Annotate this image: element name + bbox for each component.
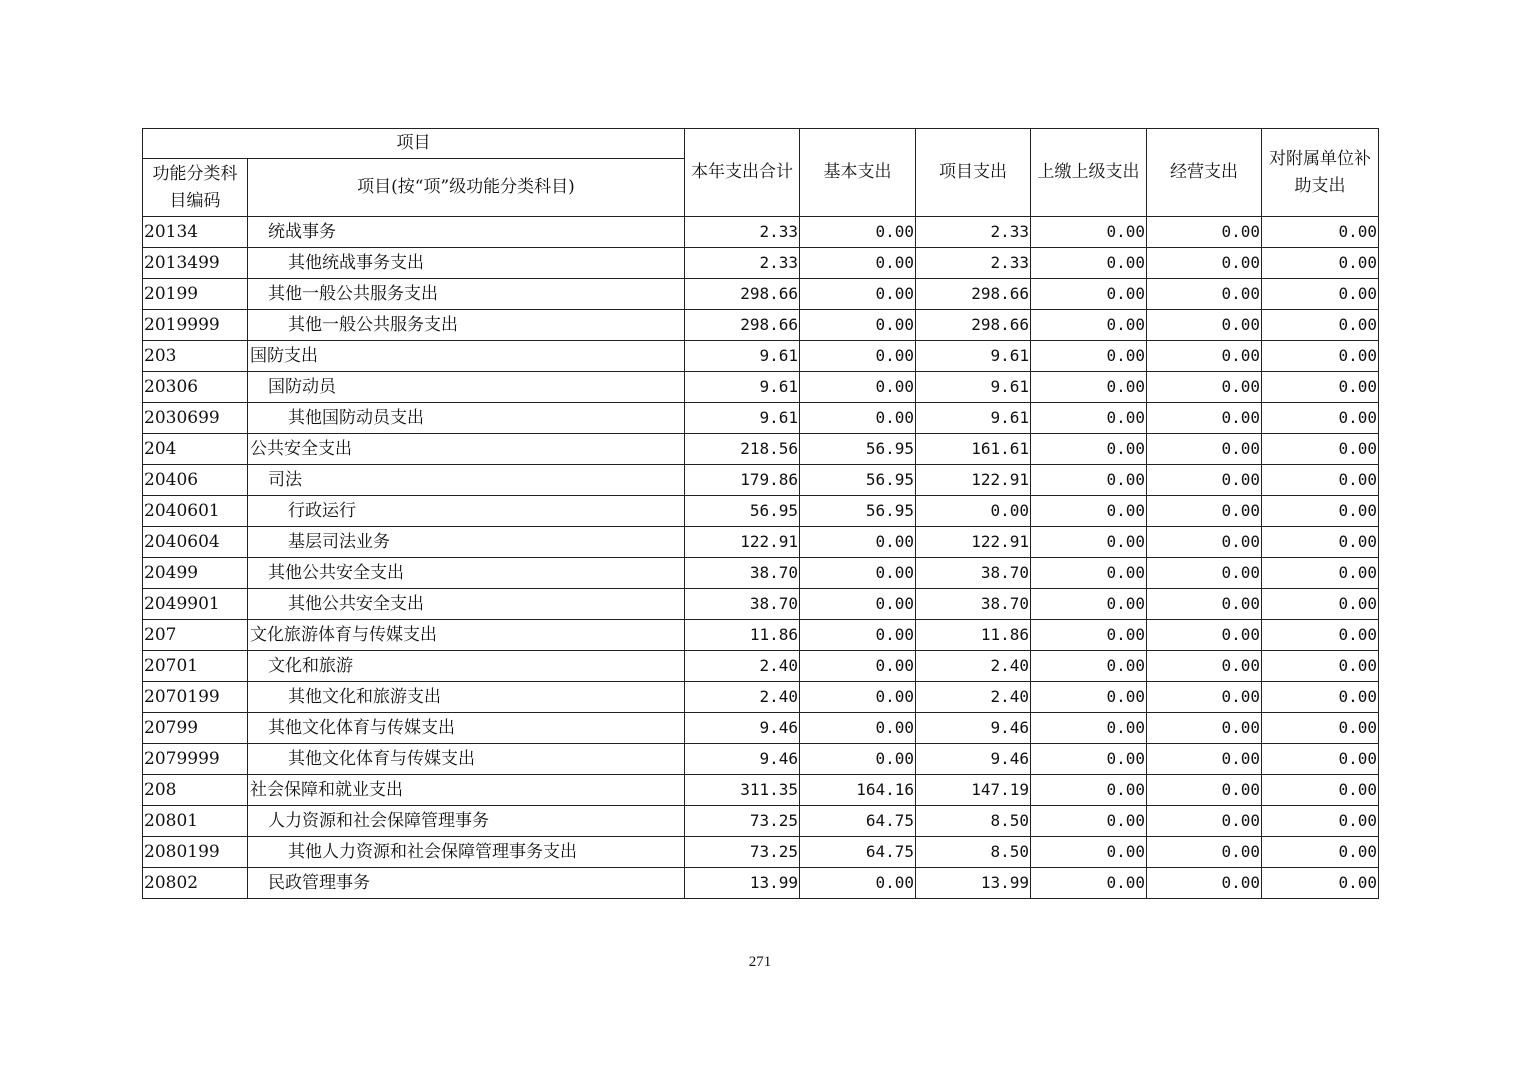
table-row: [143, 217, 1379, 248]
cell-basic: 0.00: [800, 682, 916, 713]
cell-name: 其他一般公共服务支出: [248, 279, 685, 310]
cell-code: 20134: [143, 217, 248, 248]
cell-total: 122.91: [685, 527, 800, 558]
cell-code: 2013499: [143, 248, 248, 279]
cell-code: 20199: [143, 279, 248, 310]
cell-subsidy: 0.00: [1262, 713, 1379, 744]
cell-total: 9.46: [685, 713, 800, 744]
cell-project: 9.61: [916, 403, 1031, 434]
cell-business: 0.00: [1147, 744, 1262, 775]
cell-business: 0.00: [1147, 682, 1262, 713]
cell-basic: 56.95: [800, 434, 916, 465]
cell-upper: 0.00: [1031, 837, 1147, 868]
cell-basic: 164.16: [800, 775, 916, 806]
cell-total: 9.46: [685, 744, 800, 775]
cell-code: 20406: [143, 465, 248, 496]
cell-subsidy: 0.00: [1262, 434, 1379, 465]
cell-business: 0.00: [1147, 527, 1262, 558]
cell-basic: 0.00: [800, 248, 916, 279]
cell-business: 0.00: [1147, 496, 1262, 527]
cell-subsidy: 0.00: [1262, 775, 1379, 806]
cell-basic: 0.00: [800, 651, 916, 682]
cell-upper: 0.00: [1031, 713, 1147, 744]
header-project-group: 项目: [143, 129, 685, 159]
cell-upper: 0.00: [1031, 651, 1147, 682]
cell-name: 其他文化和旅游支出: [248, 682, 685, 713]
cell-total: 73.25: [685, 837, 800, 868]
cell-subsidy: 0.00: [1262, 682, 1379, 713]
cell-subsidy: 0.00: [1262, 744, 1379, 775]
cell-project: 8.50: [916, 837, 1031, 868]
cell-basic: 0.00: [800, 620, 916, 651]
cell-upper: 0.00: [1031, 248, 1147, 279]
cell-upper: 0.00: [1031, 527, 1147, 558]
cell-code: 2080199: [143, 837, 248, 868]
cell-subsidy: 0.00: [1262, 403, 1379, 434]
cell-name: 其他一般公共服务支出: [248, 310, 685, 341]
cell-basic: 56.95: [800, 496, 916, 527]
cell-subsidy: 0.00: [1262, 868, 1379, 899]
table-row: [143, 434, 1379, 465]
cell-basic: 0.00: [800, 589, 916, 620]
cell-project: 161.61: [916, 434, 1031, 465]
cell-business: 0.00: [1147, 837, 1262, 868]
cell-project: 8.50: [916, 806, 1031, 837]
cell-project: 2.40: [916, 651, 1031, 682]
table-row: [143, 496, 1379, 527]
cell-project: 0.00: [916, 496, 1031, 527]
cell-code: 2030699: [143, 403, 248, 434]
cell-basic: 64.75: [800, 837, 916, 868]
cell-subsidy: 0.00: [1262, 527, 1379, 558]
cell-total: 179.86: [685, 465, 800, 496]
table-row: [143, 620, 1379, 651]
table-row: [143, 527, 1379, 558]
cell-business: 0.00: [1147, 217, 1262, 248]
cell-subsidy: 0.00: [1262, 806, 1379, 837]
cell-project: 11.86: [916, 620, 1031, 651]
cell-upper: 0.00: [1031, 372, 1147, 403]
header-basic: 基本支出: [800, 129, 916, 217]
cell-upper: 0.00: [1031, 310, 1147, 341]
table-row: [143, 279, 1379, 310]
cell-total: 2.40: [685, 682, 800, 713]
header-subsidy: 对附属单位补助支出: [1262, 129, 1379, 217]
cell-subsidy: 0.00: [1262, 465, 1379, 496]
cell-total: 218.56: [685, 434, 800, 465]
cell-code: 2070199: [143, 682, 248, 713]
cell-business: 0.00: [1147, 310, 1262, 341]
cell-total: 2.33: [685, 217, 800, 248]
cell-total: 9.61: [685, 403, 800, 434]
cell-upper: 0.00: [1031, 465, 1147, 496]
cell-code: 2019999: [143, 310, 248, 341]
cell-code: 20802: [143, 868, 248, 899]
cell-name: 司法: [248, 465, 685, 496]
cell-name: 其他公共安全支出: [248, 558, 685, 589]
cell-name: 文化旅游体育与传媒支出: [248, 620, 685, 651]
cell-upper: 0.00: [1031, 279, 1147, 310]
table-row: [143, 372, 1379, 403]
cell-upper: 0.00: [1031, 589, 1147, 620]
cell-business: 0.00: [1147, 372, 1262, 403]
cell-name: 其他人力资源和社会保障管理事务支出: [248, 837, 685, 868]
cell-business: 0.00: [1147, 434, 1262, 465]
cell-name: 民政管理事务: [248, 868, 685, 899]
cell-subsidy: 0.00: [1262, 620, 1379, 651]
header-name: 项目(按“项”级功能分类科目): [248, 159, 685, 217]
cell-total: 13.99: [685, 868, 800, 899]
header-total: 本年支出合计: [685, 129, 800, 217]
cell-subsidy: 0.00: [1262, 589, 1379, 620]
cell-name: 其他统战事务支出: [248, 248, 685, 279]
cell-upper: 0.00: [1031, 558, 1147, 589]
cell-project: 13.99: [916, 868, 1031, 899]
cell-subsidy: 0.00: [1262, 558, 1379, 589]
cell-upper: 0.00: [1031, 217, 1147, 248]
cell-basic: 0.00: [800, 868, 916, 899]
cell-project: 147.19: [916, 775, 1031, 806]
cell-subsidy: 0.00: [1262, 651, 1379, 682]
table-row: [143, 775, 1379, 806]
cell-upper: 0.00: [1031, 775, 1147, 806]
cell-basic: 0.00: [800, 217, 916, 248]
cell-basic: 0.00: [800, 310, 916, 341]
cell-subsidy: 0.00: [1262, 248, 1379, 279]
cell-business: 0.00: [1147, 620, 1262, 651]
cell-business: 0.00: [1147, 558, 1262, 589]
cell-total: 9.61: [685, 341, 800, 372]
cell-basic: 0.00: [800, 279, 916, 310]
cell-business: 0.00: [1147, 465, 1262, 496]
cell-total: 298.66: [685, 279, 800, 310]
cell-upper: 0.00: [1031, 682, 1147, 713]
cell-code: 20306: [143, 372, 248, 403]
cell-basic: 0.00: [800, 372, 916, 403]
table-row: [143, 744, 1379, 775]
cell-subsidy: 0.00: [1262, 372, 1379, 403]
cell-upper: 0.00: [1031, 496, 1147, 527]
cell-project: 2.40: [916, 682, 1031, 713]
cell-business: 0.00: [1147, 775, 1262, 806]
cell-upper: 0.00: [1031, 403, 1147, 434]
cell-subsidy: 0.00: [1262, 837, 1379, 868]
cell-upper: 0.00: [1031, 868, 1147, 899]
cell-code: 2040604: [143, 527, 248, 558]
cell-name: 社会保障和就业支出: [248, 775, 685, 806]
cell-basic: 56.95: [800, 465, 916, 496]
cell-total: 38.70: [685, 558, 800, 589]
table-header: [143, 129, 1379, 217]
page-number: 271: [748, 954, 772, 970]
header-code: 功能分类科目编码: [143, 159, 248, 217]
cell-name: 其他文化体育与传媒支出: [248, 744, 685, 775]
cell-upper: 0.00: [1031, 806, 1147, 837]
cell-code: 20801: [143, 806, 248, 837]
cell-basic: 0.00: [800, 744, 916, 775]
table-row: [143, 341, 1379, 372]
cell-name: 统战事务: [248, 217, 685, 248]
header-project: 项目支出: [916, 129, 1031, 217]
cell-code: 20799: [143, 713, 248, 744]
cell-basic: 0.00: [800, 341, 916, 372]
cell-name: 其他文化体育与传媒支出: [248, 713, 685, 744]
cell-upper: 0.00: [1031, 744, 1147, 775]
cell-code: 208: [143, 775, 248, 806]
cell-code: 203: [143, 341, 248, 372]
cell-code: 20701: [143, 651, 248, 682]
cell-total: 298.66: [685, 310, 800, 341]
table-row: [143, 248, 1379, 279]
cell-code: 204: [143, 434, 248, 465]
table-body: [143, 217, 1379, 899]
table-row: [143, 713, 1379, 744]
cell-total: 311.35: [685, 775, 800, 806]
cell-name: 国防动员: [248, 372, 685, 403]
cell-project: 9.61: [916, 372, 1031, 403]
cell-project: 2.33: [916, 248, 1031, 279]
cell-name: 基层司法业务: [248, 527, 685, 558]
cell-basic: 0.00: [800, 558, 916, 589]
cell-business: 0.00: [1147, 589, 1262, 620]
table-row: [143, 837, 1379, 868]
cell-name: 公共安全支出: [248, 434, 685, 465]
cell-total: 56.95: [685, 496, 800, 527]
cell-code: 2049901: [143, 589, 248, 620]
cell-business: 0.00: [1147, 403, 1262, 434]
cell-project: 122.91: [916, 527, 1031, 558]
cell-total: 73.25: [685, 806, 800, 837]
cell-basic: 64.75: [800, 806, 916, 837]
table-row: [143, 589, 1379, 620]
table-row: [143, 403, 1379, 434]
table-row: [143, 310, 1379, 341]
cell-upper: 0.00: [1031, 341, 1147, 372]
table-row: [143, 465, 1379, 496]
cell-business: 0.00: [1147, 341, 1262, 372]
cell-project: 38.70: [916, 589, 1031, 620]
cell-business: 0.00: [1147, 806, 1262, 837]
cell-name: 文化和旅游: [248, 651, 685, 682]
cell-name: 国防支出: [248, 341, 685, 372]
cell-code: 2079999: [143, 744, 248, 775]
cell-name: 行政运行: [248, 496, 685, 527]
cell-code: 2040601: [143, 496, 248, 527]
cell-name: 其他公共安全支出: [248, 589, 685, 620]
cell-code: 207: [143, 620, 248, 651]
cell-total: 11.86: [685, 620, 800, 651]
cell-basic: 0.00: [800, 527, 916, 558]
cell-subsidy: 0.00: [1262, 496, 1379, 527]
cell-total: 2.40: [685, 651, 800, 682]
cell-business: 0.00: [1147, 713, 1262, 744]
cell-business: 0.00: [1147, 868, 1262, 899]
cell-project: 2.33: [916, 217, 1031, 248]
cell-code: 20499: [143, 558, 248, 589]
cell-subsidy: 0.00: [1262, 341, 1379, 372]
cell-project: 38.70: [916, 558, 1031, 589]
cell-business: 0.00: [1147, 651, 1262, 682]
cell-business: 0.00: [1147, 248, 1262, 279]
table-row: [143, 806, 1379, 837]
expenditure-table: [142, 128, 1379, 899]
expenditure-table-container: [142, 128, 1378, 899]
cell-project: 298.66: [916, 310, 1031, 341]
cell-basic: 0.00: [800, 713, 916, 744]
cell-project: 9.61: [916, 341, 1031, 372]
table-row: [143, 868, 1379, 899]
table-row: [143, 651, 1379, 682]
cell-upper: 0.00: [1031, 434, 1147, 465]
cell-subsidy: 0.00: [1262, 217, 1379, 248]
cell-total: 9.61: [685, 372, 800, 403]
cell-project: 9.46: [916, 713, 1031, 744]
cell-name: 其他国防动员支出: [248, 403, 685, 434]
cell-total: 38.70: [685, 589, 800, 620]
cell-name: 人力资源和社会保障管理事务: [248, 806, 685, 837]
cell-project: 9.46: [916, 744, 1031, 775]
cell-upper: 0.00: [1031, 620, 1147, 651]
cell-project: 122.91: [916, 465, 1031, 496]
table-row: [143, 682, 1379, 713]
cell-subsidy: 0.00: [1262, 279, 1379, 310]
cell-subsidy: 0.00: [1262, 310, 1379, 341]
cell-total: 2.33: [685, 248, 800, 279]
table-row: [143, 558, 1379, 589]
cell-basic: 0.00: [800, 403, 916, 434]
header-business: 经营支出: [1147, 129, 1262, 217]
header-upper: 上缴上级支出: [1031, 129, 1147, 217]
cell-project: 298.66: [916, 279, 1031, 310]
cell-business: 0.00: [1147, 279, 1262, 310]
